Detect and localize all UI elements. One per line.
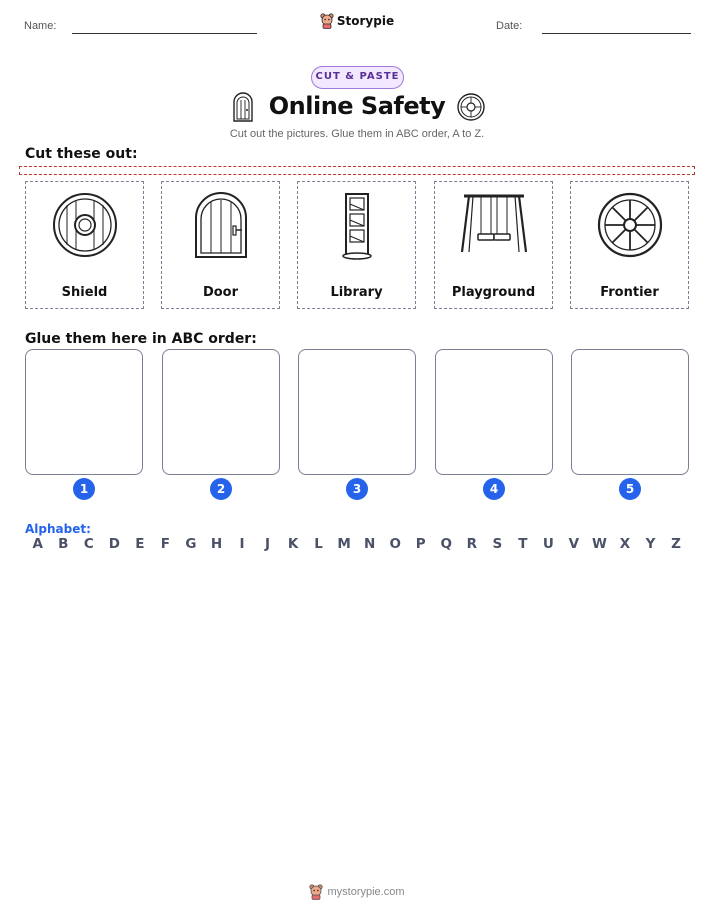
cut-section-heading: Cut these out: [25, 146, 138, 162]
name-label: Name: [24, 20, 57, 32]
cut-card-playground[interactable] [434, 181, 553, 309]
name-line[interactable] [72, 33, 257, 34]
brand-logo [0, 13, 714, 33]
frontier-icon [595, 190, 665, 260]
alphabet-letter: B [58, 536, 69, 552]
alphabet-row [25, 536, 689, 552]
shield-icon [50, 190, 120, 260]
glue-box-3[interactable] [298, 349, 416, 475]
order-number-badge: 2 [210, 478, 232, 500]
alphabet-letter: G [185, 536, 197, 552]
cut-guide-line [19, 166, 695, 175]
alphabet-letter: T [518, 536, 528, 552]
cut-card-label: Shield [61, 285, 108, 300]
alphabet-letter: Q [440, 536, 452, 552]
cut-card-label: Door [202, 285, 239, 300]
order-number-badge: 5 [619, 478, 641, 500]
alphabet-letter: A [32, 536, 43, 552]
alphabet-letter: Z [671, 536, 681, 552]
worksheet-type-badge: CUT & PASTE [311, 66, 404, 89]
alphabet-letter: E [135, 536, 145, 552]
alphabet-letter: I [239, 536, 245, 552]
order-number-badge: 3 [346, 478, 368, 500]
brand-name: Storypie [336, 14, 395, 28]
alphabet-letter: P [415, 536, 426, 552]
alphabet-letter: V [568, 536, 580, 552]
date-line[interactable] [542, 33, 691, 34]
page-title: Online Safety [268, 92, 446, 120]
glue-section-heading: Glue them here in ABC order: [25, 331, 257, 347]
order-number-badge: 1 [73, 478, 95, 500]
alphabet-letter: W [591, 536, 607, 552]
alphabet-letter: D [108, 536, 120, 552]
alphabet-letter: O [389, 536, 401, 552]
alphabet-letter: X [619, 536, 631, 552]
glue-box-4[interactable] [435, 349, 553, 475]
alphabet-letter: C [83, 536, 94, 552]
alphabet-letter: U [542, 536, 554, 552]
instructions: Cut out the pictures. Glue them in ABC order, A to Z. [229, 128, 485, 140]
cut-card-label: Playground [451, 285, 536, 300]
alphabet-letter: L [314, 536, 323, 552]
alphabet-letter: M [337, 536, 351, 552]
door-icon [186, 190, 256, 260]
cut-card-library[interactable] [297, 181, 416, 309]
alphabet-letter: K [287, 536, 299, 552]
alphabet-letter: H [210, 536, 223, 552]
date-label: Date: [496, 20, 523, 32]
cut-card-label: Frontier [600, 285, 659, 300]
footer-site[interactable]: mystorypie.com [327, 886, 405, 898]
alphabet-letter: Y [645, 536, 656, 552]
shield-icon [456, 92, 486, 122]
glue-box-5[interactable] [571, 349, 689, 475]
storypie-mascot-icon [309, 884, 323, 900]
library-icon [322, 190, 392, 260]
cut-card-label: Library [330, 285, 383, 300]
storypie-mascot-icon [320, 13, 334, 29]
cut-card-frontier[interactable] [570, 181, 689, 309]
order-number-badge: 4 [483, 478, 505, 500]
alphabet-letter: S [492, 536, 503, 552]
cut-card-shield[interactable] [25, 181, 144, 309]
glue-box-1[interactable] [25, 349, 143, 475]
alphabet-heading: Alphabet: [25, 522, 91, 536]
glue-box-2[interactable] [162, 349, 280, 475]
alphabet-letter: F [160, 536, 171, 552]
alphabet-letter: R [466, 536, 477, 552]
alphabet-letter: J [265, 536, 271, 552]
alphabet-letter: N [364, 536, 376, 552]
playground-icon [459, 190, 529, 260]
footer [0, 884, 714, 904]
cut-card-door[interactable] [161, 181, 280, 309]
